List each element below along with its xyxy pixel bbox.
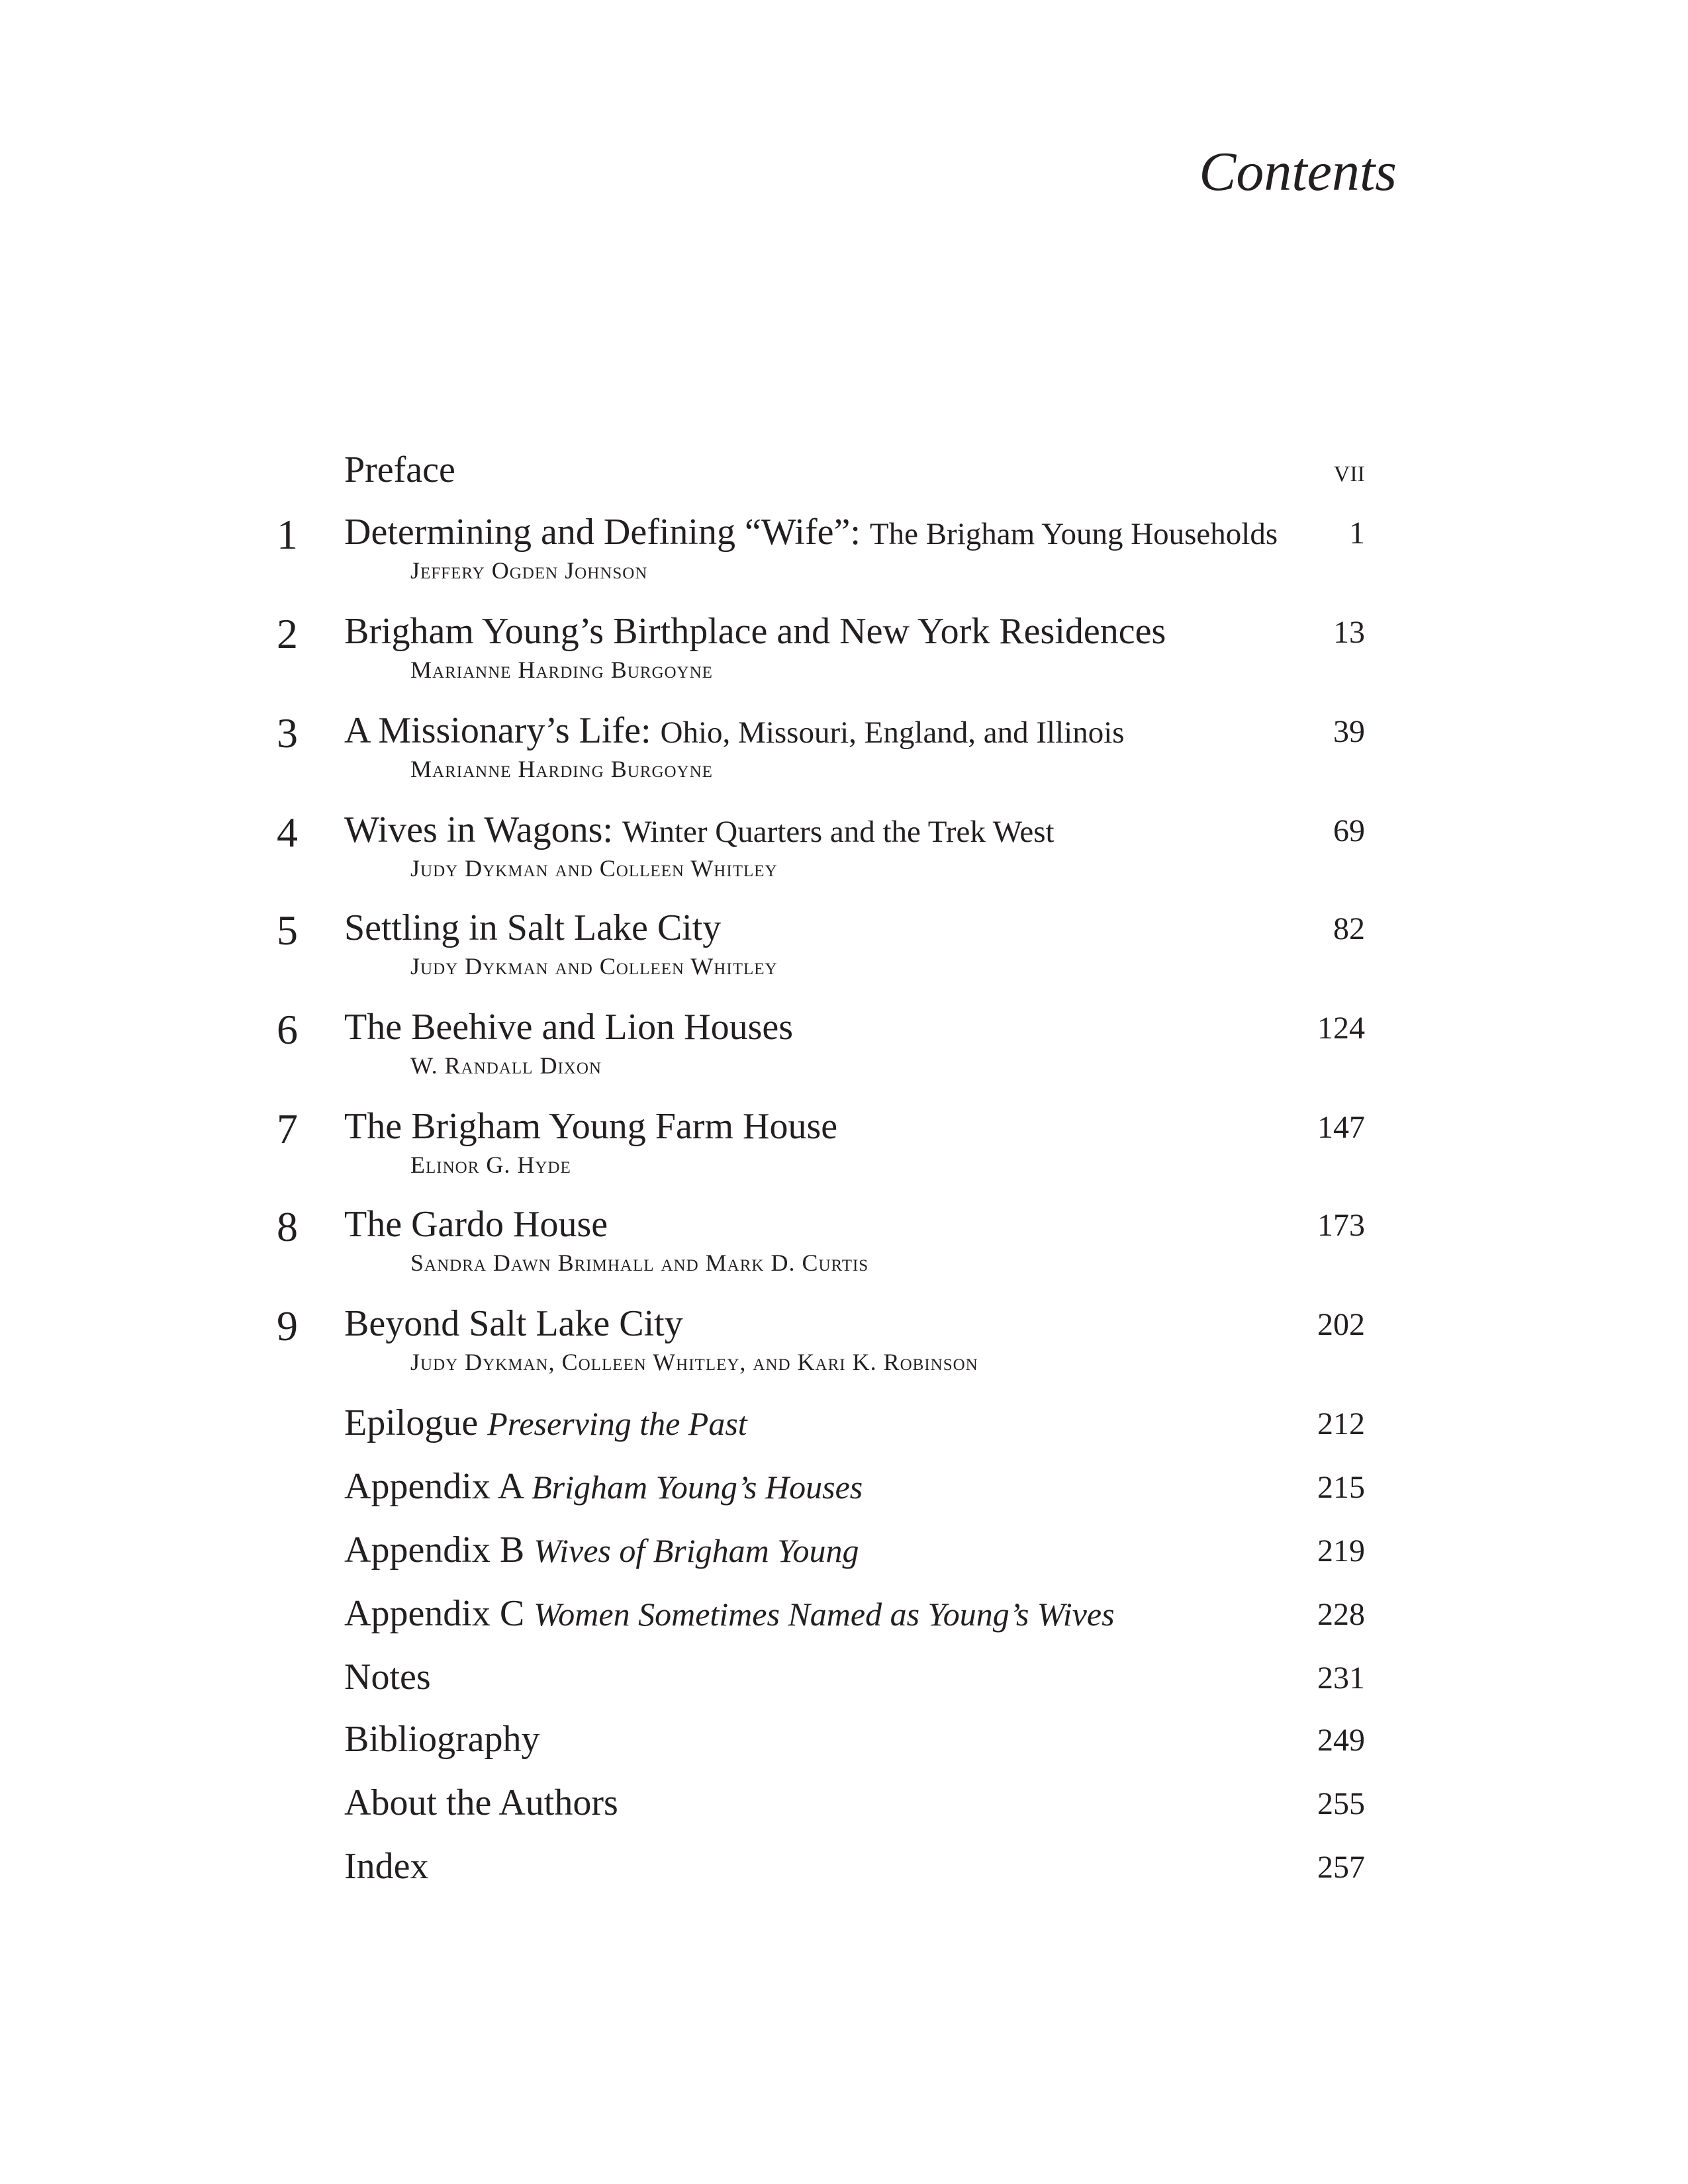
- chapter-number: 8: [277, 1203, 298, 1250]
- chapter-author: Marianne Harding Burgoyne: [410, 657, 713, 683]
- toc-entry-title: [344, 712, 1125, 749]
- toc-entry-title: About the Authors: [344, 1782, 618, 1823]
- chapter-number: 2: [277, 610, 298, 657]
- toc-entry-page: 202: [1317, 1307, 1365, 1342]
- toc-entry-page: 212: [1317, 1406, 1365, 1441]
- toc-entry-page: 39: [1333, 714, 1365, 749]
- section-subtitle: Brigham Young’s Houses: [532, 1469, 863, 1506]
- toc-entry-title: [344, 1468, 863, 1505]
- chapter-number: 6: [277, 1006, 298, 1053]
- chapter-title: A Missionary’s Life:: [344, 710, 651, 751]
- chapter-author: Jeffery Ogden Johnson: [410, 557, 648, 584]
- toc-entry-title: The Gardo House: [344, 1204, 608, 1245]
- chapter-number: 1: [277, 511, 298, 558]
- chapter-author: Marianne Harding Burgoyne: [410, 756, 713, 782]
- toc-entry-title: Settling in Salt Lake City: [344, 907, 722, 948]
- toc-entry-title: Beyond Salt Lake City: [344, 1303, 683, 1344]
- section-subtitle: Women Sometimes Named as Young’s Wives: [534, 1596, 1115, 1633]
- toc-entry-title: [344, 1531, 859, 1569]
- toc-entry-page: 219: [1317, 1533, 1365, 1569]
- toc-entry-page: 147: [1317, 1110, 1365, 1145]
- chapter-number: 5: [277, 907, 298, 954]
- toc-entry-title: [344, 1595, 1115, 1632]
- chapter-author: Sandra Dawn Brimhall and Mark D. Curtis: [410, 1250, 869, 1276]
- chapter-author: Judy Dykman and Colleen Whitley: [410, 855, 778, 882]
- page-title: Contents: [1199, 141, 1397, 203]
- chapter-author: Judy Dykman and Colleen Whitley: [410, 953, 778, 979]
- toc-entry-title: Bibliography: [344, 1719, 540, 1760]
- chapter-author: W. Randall Dixon: [410, 1052, 602, 1079]
- toc-entry-title: Preface: [344, 449, 455, 490]
- toc-entry-title: [344, 514, 1278, 551]
- toc-entry-page: 255: [1317, 1786, 1365, 1821]
- toc-entry-page: vii: [1333, 453, 1365, 488]
- toc-entry-page: 1: [1349, 516, 1365, 551]
- chapter-author: Judy Dykman, Colleen Whitley, and Kari K. Robinson: [410, 1349, 978, 1375]
- chapter-title: Determining and Defining “Wife”:: [344, 512, 861, 553]
- toc-entry-title: Brigham Young’s Birthplace and New York Residences: [344, 611, 1166, 652]
- toc-entry-page: 257: [1317, 1850, 1365, 1885]
- toc-entry-title: [344, 811, 1055, 848]
- chapter-number: 9: [277, 1302, 298, 1349]
- section-label: Appendix C: [344, 1593, 525, 1634]
- toc-entry-page: 231: [1317, 1661, 1365, 1696]
- toc-entry-page: 124: [1317, 1011, 1365, 1046]
- chapter-title: Wives in Wagons:: [344, 809, 613, 850]
- chapter-subtitle: Winter Quarters and the Trek West: [622, 815, 1055, 849]
- section-label: Epilogue: [344, 1402, 479, 1443]
- toc-entry-page: 249: [1317, 1723, 1365, 1758]
- toc-entry-title: The Beehive and Lion Houses: [344, 1007, 794, 1048]
- chapter-author: Elinor G. Hyde: [410, 1152, 571, 1178]
- section-label: Appendix B: [344, 1529, 525, 1570]
- toc-entry-page: 82: [1333, 911, 1365, 946]
- toc-entry-page: 228: [1317, 1597, 1365, 1632]
- section-label: Appendix A: [344, 1466, 523, 1507]
- toc-entry-page: 215: [1317, 1470, 1365, 1505]
- toc-entry-page: 173: [1317, 1208, 1365, 1243]
- toc-entry-title: The Brigham Young Farm House: [344, 1106, 838, 1147]
- toc-entry-page: 13: [1333, 615, 1365, 650]
- chapter-subtitle: The Brigham Young Households: [869, 517, 1278, 551]
- chapter-number: 3: [277, 709, 298, 756]
- chapter-number: 7: [277, 1105, 298, 1152]
- chapter-number: 4: [277, 809, 298, 856]
- toc-entry-title: Index: [344, 1846, 429, 1887]
- chapter-subtitle: Ohio, Missouri, England, and Illinois: [660, 715, 1125, 750]
- toc-entry-title: Notes: [344, 1657, 431, 1698]
- section-subtitle: Preserving the Past: [487, 1405, 747, 1442]
- section-subtitle: Wives of Brigham Young: [534, 1532, 859, 1569]
- toc-entry-page: 69: [1333, 813, 1365, 848]
- toc-entry-title: [344, 1404, 747, 1441]
